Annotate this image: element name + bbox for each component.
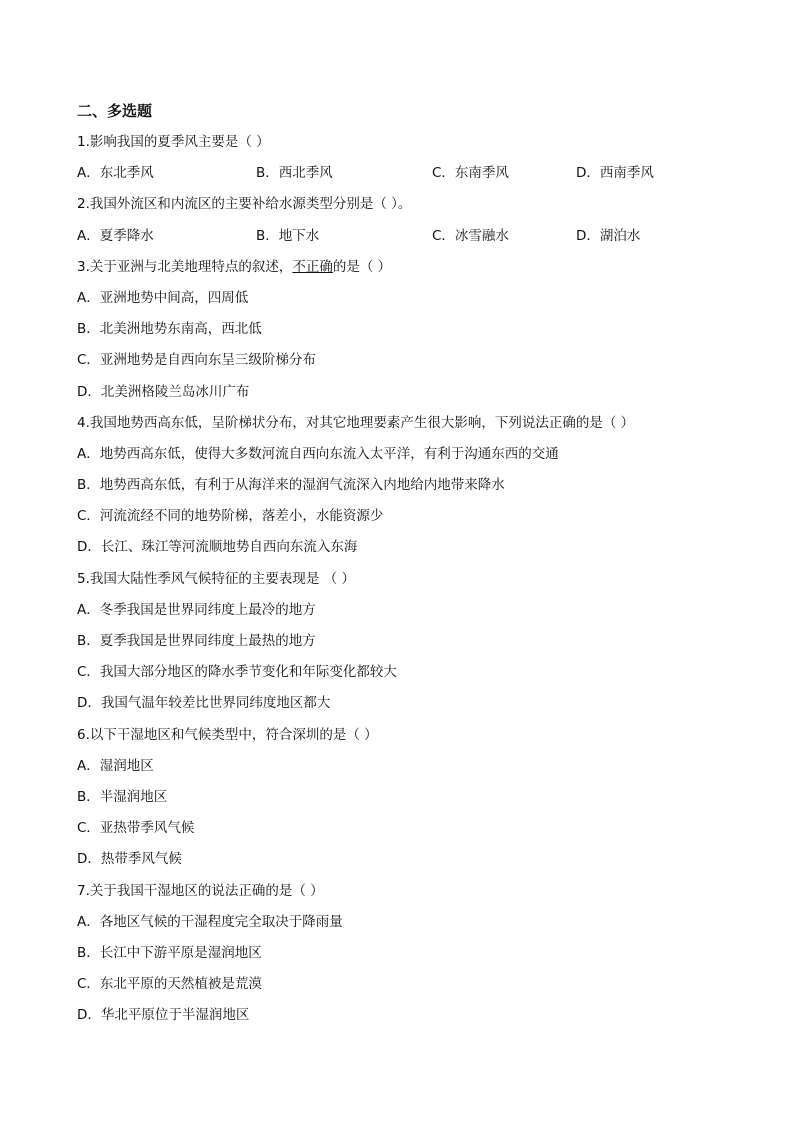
question-2-option-d: D．湖泊水 bbox=[576, 227, 641, 244]
question-3-stem bbox=[77, 252, 717, 283]
question-5-option-c: C．我国大部分地区的降水季节变化和年际变化都较大 bbox=[77, 664, 397, 681]
question-3-stem-before: 3.关于亚洲与北美地理特点的叙述， bbox=[77, 258, 293, 275]
question-5-stem: 5.我国大陆性季风气候特征的主要表现是 （ ） bbox=[77, 570, 355, 587]
question-5-option-a: A．冬季我国是世界同纬度上最冷的地方 bbox=[77, 601, 316, 618]
question-6-option-b: B．半湿润地区 bbox=[77, 788, 168, 805]
question-2-option-a: A．夏季降水 bbox=[77, 227, 154, 244]
question-2-stem: 2.我国外流区和内流区的主要补给水源类型分别是（ ）。 bbox=[77, 196, 412, 213]
question-4-option-a: A．地势西高东低，使得大多数河流自西向东流入太平洋，有利于沟通东西的交通 bbox=[77, 445, 559, 462]
question-6-option-d: D．热带季风气候 bbox=[77, 851, 182, 868]
question-4-option-c: C．河流流经不同的地势阶梯，落差小，水能资源少 bbox=[77, 508, 384, 525]
question-7-option-d: D．华北平原位于半湿润地区 bbox=[77, 1007, 250, 1024]
question-3-stem-underline: 不正确 bbox=[292, 258, 333, 275]
section-title: 二、多选题 bbox=[77, 102, 153, 120]
question-3-option-b: B．北美洲地势东南高，西北低 bbox=[77, 321, 262, 338]
question-5-option-b: B．夏季我国是世界同纬度上最热的地方 bbox=[77, 633, 316, 649]
question-7-option-b: B．长江中下游平原是湿润地区 bbox=[77, 944, 262, 961]
question-3-option-c: C．亚洲地势是自西向东呈三级阶梯分布 bbox=[77, 352, 316, 369]
worksheet-page bbox=[77, 96, 717, 1031]
question-2-options bbox=[77, 221, 717, 252]
question-6-option-c: C．亚热带季风气候 bbox=[77, 820, 195, 837]
question-3-option-d: D．北美洲格陵兰岛冰川广布 bbox=[77, 383, 250, 400]
question-2-option-b: B．地下水 bbox=[256, 227, 320, 244]
question-4-option-b: B．地势西高东低，有利于从海洋来的湿润气流深入内地给内地带来降水 bbox=[77, 477, 505, 494]
question-4-stem: 4.我国地势西高东低，呈阶梯状分布，对其它地理要素产生很大影响，下列说法正确的是（ ） bbox=[77, 414, 635, 431]
question-7-stem: 7.关于我国干湿地区的说法正确的是（ ） bbox=[77, 882, 324, 899]
question-2-option-c: C．冰雪融水 bbox=[432, 227, 509, 244]
question-1-stem: 1.影响我国的夏季风主要是（ ） bbox=[77, 134, 270, 150]
question-6-stem: 6.以下干湿地区和气候类型中，符合深圳的是（ ） bbox=[77, 726, 378, 743]
question-5-option-d: D．我国气温年较差比世界同纬度地区都大 bbox=[77, 695, 331, 712]
question-1-option-b: B．西北季风 bbox=[256, 165, 333, 182]
question-7-option-a: A．各地区气候的干湿程度完全取决于降雨量 bbox=[77, 913, 343, 930]
question-1-options bbox=[77, 158, 717, 189]
question-6-option-a: A．湿润地区 bbox=[77, 757, 154, 774]
question-7-option-c: C．东北平原的天然植被是荒漠 bbox=[77, 976, 262, 993]
question-3-stem-after: 的是（ ） bbox=[332, 258, 392, 275]
question-1-option-d: D．西南季风 bbox=[576, 165, 654, 182]
question-4-option-d: D．长江、珠江等河流顺地势自西向东流入东海 bbox=[77, 539, 358, 556]
question-3-option-a: A．亚洲地势中间高，四周低 bbox=[77, 289, 249, 306]
question-1-option-a: A．东北季风 bbox=[77, 165, 154, 182]
question-1-option-c: C．东南季风 bbox=[432, 165, 509, 182]
